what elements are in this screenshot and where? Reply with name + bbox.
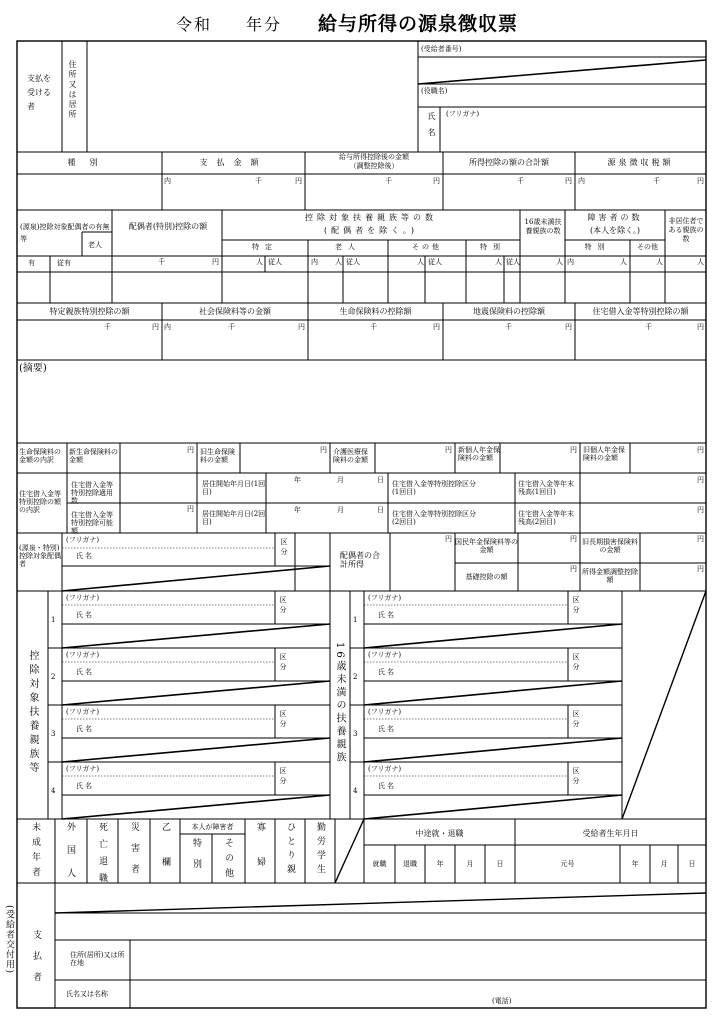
recipient-number-label: (受給者番号) bbox=[421, 45, 462, 53]
unit-hi: 日 bbox=[377, 476, 384, 484]
unit-en: 円 bbox=[433, 177, 440, 185]
nonresident-header: 非居住者である親族の数 bbox=[668, 217, 704, 243]
spouse-deduction-header: 配偶者(特別)控除の額 bbox=[128, 222, 208, 231]
unit-nin: 人 bbox=[697, 258, 704, 266]
adjust-header: （調整控除後） bbox=[349, 162, 399, 170]
u16-name-label: 氏名 bbox=[378, 782, 396, 790]
dependent-name-label: 氏名 bbox=[76, 611, 94, 619]
unit-sen: 千 bbox=[228, 323, 235, 331]
payee-label: 支払を受ける者 bbox=[27, 74, 51, 111]
unit-nen: 年 bbox=[294, 506, 301, 514]
kubun-label: 区分 bbox=[279, 767, 287, 787]
social-insurance-header: 社会保険料等の金額 bbox=[199, 307, 271, 316]
dependent-row-number: 3 bbox=[51, 729, 56, 738]
form-title: 給与所得の源泉徴収票 bbox=[318, 13, 519, 35]
old-pension-label: 旧個人年金保険料の金額 bbox=[583, 446, 625, 462]
unit-sen: 千 bbox=[505, 323, 512, 331]
kubun-label: 区分 bbox=[572, 767, 580, 787]
name-label: 氏名 bbox=[427, 112, 436, 144]
retire-header: 退職 bbox=[403, 860, 417, 868]
amount-header: 支払金額 bbox=[199, 158, 268, 167]
payer-label: 支払者 bbox=[31, 930, 41, 993]
unit-nin: 人 bbox=[256, 258, 263, 266]
position-label: (役職名) bbox=[421, 87, 448, 95]
birth-month-header: 月 bbox=[660, 860, 668, 868]
flag-death-retire: 死亡退職 bbox=[97, 822, 107, 890]
new-life-label: 新生命保険料の金額 bbox=[69, 448, 118, 464]
dependents-sub: (配偶者を除く。) bbox=[323, 226, 419, 235]
dependent-row-number: 1 bbox=[51, 615, 56, 624]
kubun-label: 区分 bbox=[279, 653, 287, 673]
unit-en: 円 bbox=[187, 505, 194, 513]
dependent-furigana: (フリガナ) bbox=[66, 708, 100, 716]
income-adjust-label: 所得金額調整控除額 bbox=[582, 568, 638, 584]
flag-working-student: 勤労学生 bbox=[315, 822, 325, 878]
dependents-right-label: 16歳未満の扶養親族 bbox=[334, 642, 345, 765]
unit-en: 円 bbox=[152, 323, 159, 331]
spouse-flag-header: (源泉)控除対象配偶者の有無等 bbox=[20, 223, 110, 243]
unit-uchi: 内 bbox=[164, 177, 171, 185]
u16-furigana: (フリガナ) bbox=[368, 594, 402, 602]
spouse-block-label: (源泉・特別)控除対象配偶者 bbox=[19, 544, 61, 568]
juu-label: 従有 bbox=[57, 259, 71, 267]
u16-furigana: (フリガナ) bbox=[368, 765, 402, 773]
housing-bal1-label: 住宅借入金等年末残高(1回目) bbox=[518, 480, 574, 496]
dependent-furigana: (フリガナ) bbox=[66, 651, 100, 659]
unit-sen: 千 bbox=[158, 258, 165, 266]
type-header: 種別 bbox=[67, 158, 112, 167]
dependents-header: 控除対象扶養親族等の数 bbox=[305, 213, 437, 222]
birth-day-header: 日 bbox=[688, 860, 696, 868]
spouse-total-income-label: 配偶者の合計所得 bbox=[340, 551, 380, 569]
dependent-furigana: (フリガナ) bbox=[66, 594, 100, 602]
old-life-label: 旧生命保険料の金額 bbox=[200, 448, 235, 464]
unit-nen: 年 bbox=[294, 476, 301, 484]
unit-sen: 千 bbox=[645, 323, 652, 331]
housing-cat1-label: 住宅借入金等特別控除区分(1回目) bbox=[392, 480, 476, 496]
life-insurance-header: 生命保険料の控除額 bbox=[339, 307, 412, 316]
unit-uchi: 内 bbox=[567, 258, 574, 266]
flag-widow: 寡婦 bbox=[255, 822, 265, 892]
birth-header: 受給者生年月日 bbox=[582, 829, 639, 838]
housing-bal2-label: 住宅借入金等年末残高(2回目) bbox=[518, 510, 574, 526]
unit-uchi: 内 bbox=[578, 177, 585, 185]
elderly-header: 老人 bbox=[88, 241, 102, 249]
midyear-header: 中途就・退職 bbox=[415, 829, 464, 838]
unit-en: 円 bbox=[697, 323, 704, 331]
unit-juunin: 従人 bbox=[506, 258, 520, 266]
u16-furigana: (フリガナ) bbox=[368, 708, 402, 716]
under16-header: 16歳未満扶養親族の数 bbox=[524, 218, 562, 235]
dependent-row-number: 1 bbox=[353, 615, 358, 624]
unit-en: 円 bbox=[697, 177, 704, 185]
unit-en: 円 bbox=[570, 446, 577, 454]
unit-nin: 人 bbox=[417, 258, 424, 266]
new-pension-label: 新個人年金保険料の金額 bbox=[458, 446, 500, 462]
unit-en: 円 bbox=[697, 535, 704, 543]
dependent-row-number: 3 bbox=[353, 729, 358, 738]
housing-loan-header: 住宅借入金等特別控除の額 bbox=[592, 307, 689, 316]
gengo-header: 元号 bbox=[560, 860, 575, 868]
special-header: 特別 bbox=[480, 243, 506, 251]
old-header: 老人 bbox=[335, 243, 361, 251]
national-pension-label: 国民年金保険料等の金額 bbox=[455, 538, 518, 554]
care-label: 介護医療保険料の金額 bbox=[333, 448, 368, 464]
u16-furigana: (フリガナ) bbox=[368, 651, 402, 659]
u16-name-label: 氏名 bbox=[378, 668, 396, 676]
dependent-row-number: 2 bbox=[51, 672, 56, 681]
unit-en: 円 bbox=[295, 177, 302, 185]
birth-year-header: 年 bbox=[631, 860, 639, 868]
tekiyo-label: (摘要) bbox=[19, 363, 47, 374]
unit-nin: 人 bbox=[620, 258, 627, 266]
unit-en: 円 bbox=[565, 177, 572, 185]
kubun-label: 区分 bbox=[572, 710, 580, 730]
unit-nin: 人 bbox=[556, 258, 563, 266]
dependent-row-number: 2 bbox=[353, 672, 358, 681]
unit-sen: 千 bbox=[104, 323, 111, 331]
dependents-left-label: 控除対象扶養親族等 bbox=[27, 650, 38, 776]
unit-sen: 千 bbox=[517, 177, 524, 185]
unit-en: 円 bbox=[433, 323, 440, 331]
unit-en: 円 bbox=[187, 446, 194, 454]
unit-en: 円 bbox=[570, 535, 577, 543]
dependent-row-number: 4 bbox=[51, 786, 56, 795]
unit-hi: 日 bbox=[377, 506, 384, 514]
life-breakdown-label: 生命保険料の金額の内訳 bbox=[19, 448, 61, 464]
spouse-kubun: 区分 bbox=[280, 538, 288, 558]
housing-applicable-label: 住宅借入金等特別控除適用数 bbox=[71, 481, 113, 505]
flag-single-parent: ひとり親 bbox=[285, 822, 295, 878]
dependent-furigana: (フリガナ) bbox=[66, 765, 100, 773]
after-deduction-header: 給与所得控除後の金額 bbox=[339, 153, 409, 161]
unit-tsuki: 月 bbox=[337, 506, 344, 514]
basic-deduction-label: 基礎控除の額 bbox=[465, 573, 508, 581]
spouse-name-label: 氏名 bbox=[76, 552, 94, 560]
unit-nin: 人 bbox=[656, 258, 663, 266]
yu-label: 有 bbox=[28, 259, 35, 267]
unit-en: 円 bbox=[212, 258, 219, 266]
month-header: 月 bbox=[466, 860, 474, 868]
address-label: 住所又は居所 bbox=[68, 60, 77, 120]
dependent-name-label: 氏名 bbox=[76, 725, 94, 733]
specific-relative-header: 特定親族特別控除の額 bbox=[49, 307, 130, 316]
unit-en: 円 bbox=[320, 446, 327, 454]
flag-special: 特別 bbox=[191, 838, 201, 880]
unit-sen: 千 bbox=[370, 323, 377, 331]
disabled-header: 障害者の数 bbox=[587, 213, 643, 222]
dependent-name-label: 氏名 bbox=[76, 668, 94, 676]
flag-otsu: 乙欄 bbox=[160, 822, 170, 892]
unit-en: 円 bbox=[697, 506, 704, 514]
spouse-furigana: (フリガナ) bbox=[66, 536, 100, 544]
flag-foreigner: 外国人 bbox=[65, 822, 75, 891]
unit-sen: 千 bbox=[255, 177, 262, 185]
unit-sen: 千 bbox=[653, 177, 660, 185]
unit-en: 円 bbox=[565, 323, 572, 331]
disabled-sub: (本人を除く。) bbox=[589, 226, 641, 235]
u16-name-label: 氏名 bbox=[378, 725, 396, 733]
recipient-copy-label: (受給者交付用) bbox=[4, 905, 14, 975]
employ-header: 就職 bbox=[372, 860, 387, 868]
payer-name-label: 氏名又は名称 bbox=[66, 990, 108, 998]
kubun-label: 区分 bbox=[572, 596, 580, 616]
old-longterm-label: 旧長期損害保険料の金額 bbox=[582, 538, 638, 554]
other-header: その他 bbox=[412, 243, 442, 251]
unit-nin: 人 bbox=[495, 258, 502, 266]
unit-en: 円 bbox=[697, 565, 704, 573]
flag-minor: 未成年者 bbox=[30, 822, 40, 882]
housing-cat2-label: 住宅借入金等特別控除区分(2回目) bbox=[392, 510, 476, 526]
housing-start1-label: 居住開始年月日(1回目) bbox=[202, 480, 266, 496]
unit-uchi: 内 bbox=[311, 258, 318, 266]
flag-other: その他 bbox=[223, 838, 233, 883]
disabled-other-header: その他 bbox=[637, 243, 658, 251]
u16-name-label: 氏名 bbox=[378, 611, 396, 619]
flag-disaster: 災害者 bbox=[129, 822, 139, 885]
unit-juunin: 従人 bbox=[346, 258, 360, 266]
unit-juunin: 従人 bbox=[268, 258, 282, 266]
housing-start2-label: 居住開始年月日(2回目) bbox=[202, 510, 266, 526]
unit-en: 円 bbox=[298, 323, 305, 331]
unit-en: 円 bbox=[697, 446, 704, 454]
disabled-special-header: 特別 bbox=[584, 243, 611, 251]
payer-address-label: 住所(居所)又は所在地 bbox=[70, 951, 125, 967]
housing-possible-label: 住宅借入金等特別控除可能額 bbox=[71, 511, 113, 535]
dependent-row-number: 4 bbox=[353, 786, 358, 795]
phone-label: (電話) bbox=[492, 997, 512, 1005]
unit-en: 円 bbox=[445, 446, 452, 454]
year-header: 年 bbox=[436, 860, 444, 868]
title-era: 令和 bbox=[176, 15, 213, 34]
self-disabled-label: 本人が障害者 bbox=[191, 823, 234, 831]
tax-header: 源泉徴収税額 bbox=[607, 158, 674, 167]
title-nenbun: 年分 bbox=[246, 15, 283, 34]
unit-nin: 人 bbox=[335, 258, 342, 266]
day-header: 日 bbox=[496, 860, 504, 868]
unit-juunin: 従人 bbox=[428, 258, 442, 266]
kubun-label: 区分 bbox=[279, 710, 287, 730]
unit-en: 円 bbox=[697, 476, 704, 484]
unit-en: 円 bbox=[445, 535, 452, 543]
dependent-name-label: 氏名 bbox=[76, 782, 94, 790]
furigana-label: (フリガナ) bbox=[446, 110, 480, 118]
kubun-label: 区分 bbox=[279, 596, 287, 616]
total-deduction-header: 所得控除の額の合計額 bbox=[469, 158, 549, 167]
unit-uchi: 内 bbox=[164, 323, 171, 331]
specific-header: 特定 bbox=[252, 243, 278, 251]
housing-breakdown-label: 住宅借入金等特別控除の額の内訳 bbox=[19, 490, 61, 514]
unit-en: 円 bbox=[570, 565, 577, 573]
unit-sen: 千 bbox=[385, 177, 392, 185]
unit-tsuki: 月 bbox=[337, 476, 344, 484]
kubun-label: 区分 bbox=[572, 653, 580, 673]
earthquake-header: 地震保険料の控除額 bbox=[473, 307, 545, 316]
